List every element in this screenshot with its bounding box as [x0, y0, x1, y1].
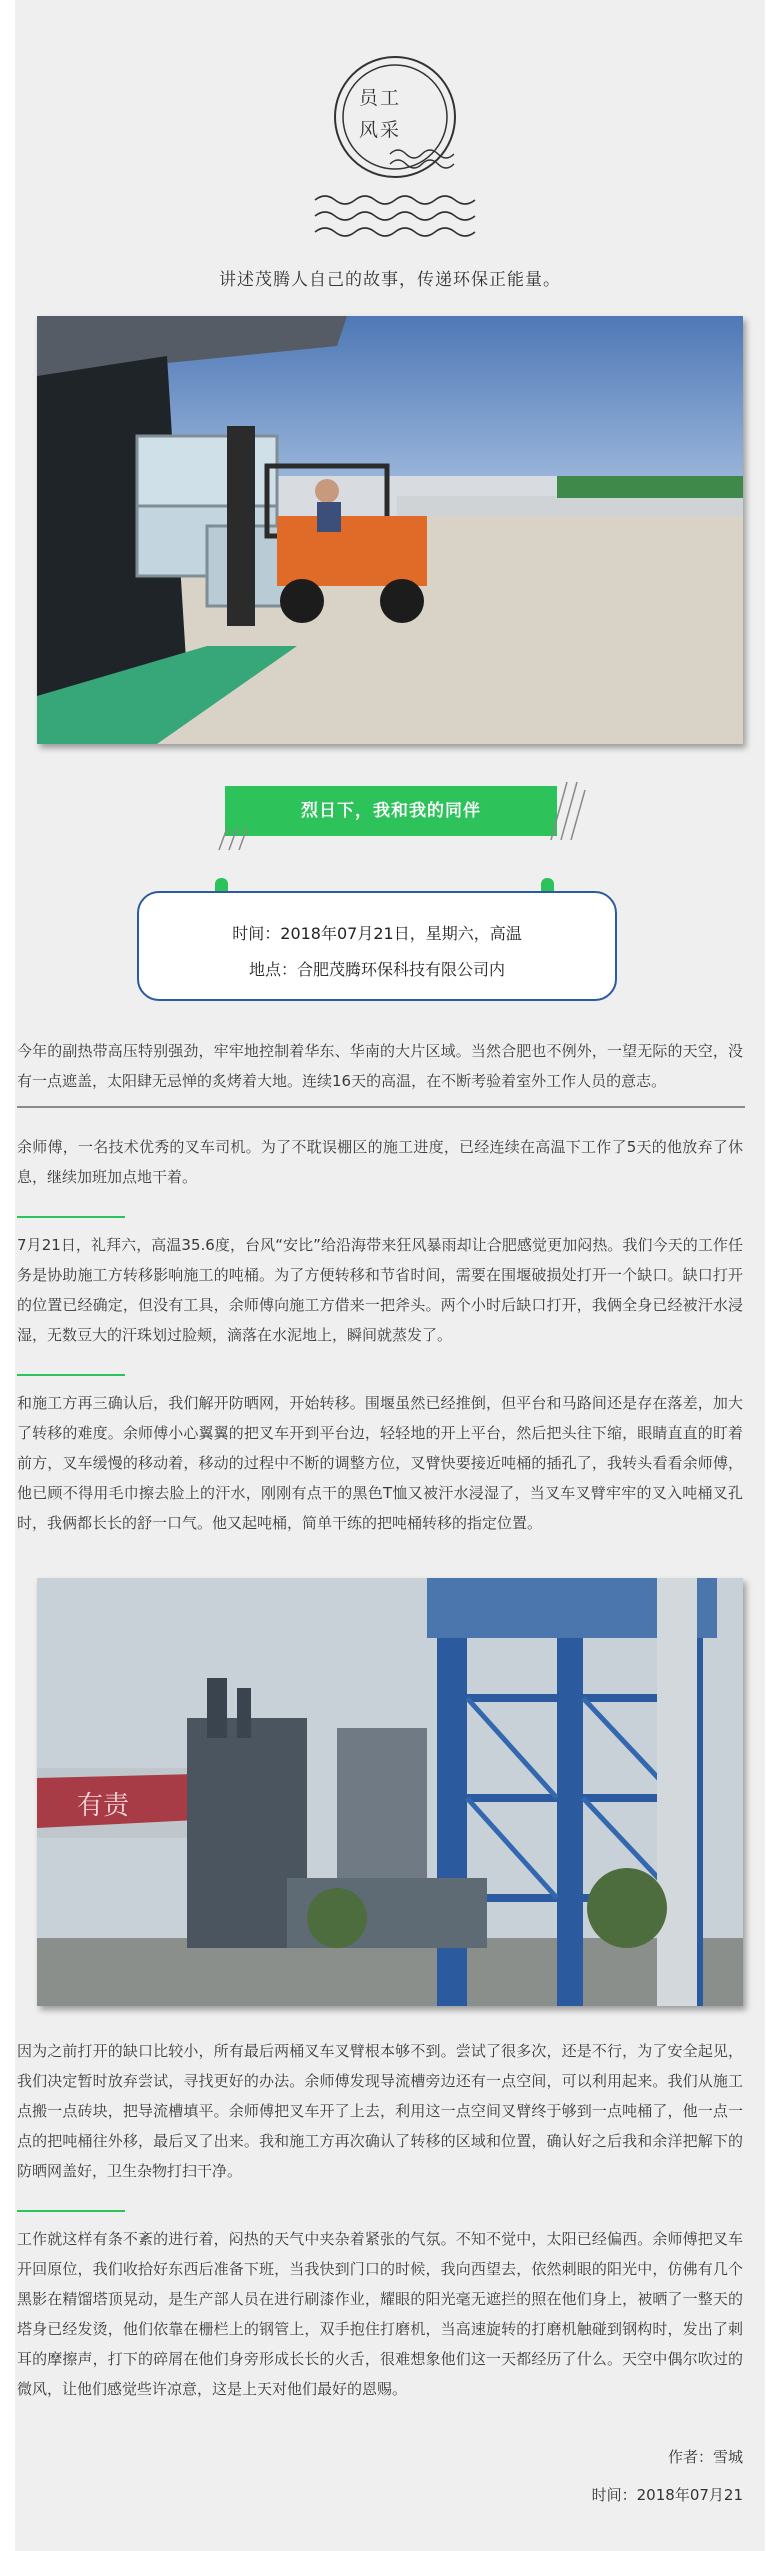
emblem-label: 员工 风采: [358, 87, 401, 141]
paragraph-1: 今年的副热带高压特别强劲，牢牢地控制着华东、华南的大片区域。当然合肥也不例外，一望无际的天空，没有一点遮盖，太阳肆无忌惮的炙烤着大地。连续16天的高温，在不断考验着室外工作人员的意志。: [17, 1042, 743, 1090]
publish-date: 时间：2018年07月21: [591, 2486, 743, 2504]
paragraph-4: 和施工方再三确认后，我们解开防晒网，开始转移。围堰虽然已经推倒，但平台和马路间还是存在落差，加大了转移的难度。余师傅小心翼翼的把叉车开到平台边，轻轻地的开上平台，然后把头往下缩，眼睛直直的盯着前方，叉车缓慢的移动着，移动的过程中不断的调整方位，叉臂快要接近吨桶的插孔了，我转头看看余师傅，他已顾不得用毛巾擦去脸上的汗水，刚刚有点干的黑色T恤又被汗水浸湿了，当叉车叉臂牢牢的叉入吨桶叉孔时，我俩都长长的舒一口气。他又起吨桶，简单干练的把吨桶转移的指定位置。: [17, 1394, 743, 1532]
event-time: 时间：2018年07月21日，星期六，高温: [232, 924, 522, 943]
tagline: 讲述茂腾人自己的故事，传递环保正能量。: [219, 270, 561, 290]
sign-text: 有责: [77, 1791, 130, 1821]
event-place: 地点：合肥茂腾环保科技有限公司内: [248, 960, 505, 979]
article-page: [15, 0, 765, 2551]
paragraph-5: 因为之前打开的缺口比较小，所有最后两桶叉车叉臂根本够不到。尝试了很多次，还是不行，为了安全起见，我们决定暂时放弃尝试，寻找更好的办法。余师傅发现导流槽旁边还有一点空间，可以利用起来。我们从施工点搬一点砖块，把导流槽填平。余师傅把叉车开了上去，利用这一点空间叉臂终于够到一点吨桶了，他一点一点的把吨桶往外移，最后叉了出来。我和施工方再次确认了转移的区域和位置，确认好之后我和余洋把解下的防晒网盖好，卫生杂物打扫干净。: [17, 2042, 743, 2180]
author-credit: 作者：雪城: [667, 2448, 743, 2466]
forklift-photo: [37, 316, 743, 744]
paragraph-3: 7月21日，礼拜六，高温35.6度，台风“安比”给沿海带来狂风暴雨却让合肥感觉更加闷热。我们今天的工作任务是协助施工方转移影响施工的吨桶。为了方便转移和节省时间，需要在围堰破损处打开一个缺口。缺口打开的位置已经确定，但没有工具，余师傅向施工方借来一把斧头。两个小时后缺口打开，我俩全身已经被汗水浸湿，无数豆大的汗珠划过脸颊，滴落在水泥地上，瞬间就蒸发了。: [17, 1236, 743, 1344]
paragraph-6: 工作就这样有条不紊的进行着，闷热的天气中夹杂着紧张的气氛。不知不觉中，太阳已经偏西。余师傅把叉车开回原位，我们收拾好东西后准备下班，当我快到门口的时候，我向西望去，依然刺眼的阳光中，仿佛有几个黑影在精馏塔顶晃动，是生产部人员在进行刷漆作业，耀眼的阳光毫无遮拦的照在他们身上，被晒了一整天的塔身已经发烫，他们依靠在栅栏上的钢管上，双手抱住打磨机，当高速旋转的打磨机触碰到钢构时，发出了刺耳的摩擦声，打下的碎屑在他们身旁形成长长的火舌，很难想象他们这一天都经历了什么。天空中偶尔吹过的微风，让他们感觉些许凉意，这是上天对他们最好的恩赐。: [17, 2230, 743, 2398]
wave-divider-icon: [305, 192, 485, 248]
divider: [17, 1106, 745, 1108]
paragraph-2: 余师傅，一名技术优秀的叉车司机。为了不耽误棚区的施工进度，已经连续在高温下工作了5天的他放弃了休息，继续加班加点地干着。: [17, 1138, 743, 1186]
section-banner: 烈日下，我和我的同伴: [225, 786, 557, 836]
green-divider: [17, 1216, 125, 1218]
event-info-box: [137, 891, 617, 1001]
stripe-decoration-icon: [215, 826, 255, 852]
green-divider: [17, 2210, 125, 2212]
plant-tower-photo: [37, 1578, 743, 2006]
stripe-decoration-icon: [547, 780, 587, 842]
green-divider: [17, 1374, 125, 1376]
